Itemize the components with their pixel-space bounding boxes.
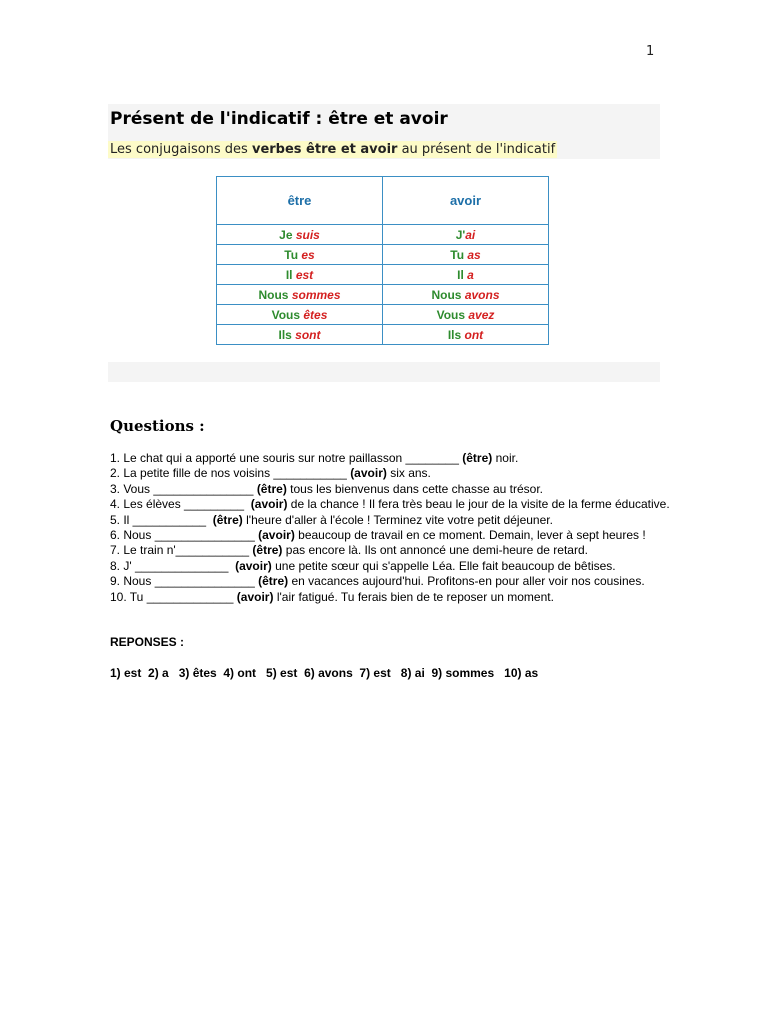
subtitle-post: au présent de l'indicatif <box>397 142 556 157</box>
question-text: 4. Les élèves _________ <box>110 497 251 512</box>
cell-etre <box>217 245 383 265</box>
question-text-end: six ans. <box>386 466 431 481</box>
question-item <box>110 482 670 497</box>
question-item <box>110 451 670 466</box>
verb-form: es <box>301 247 315 262</box>
question-verb-hint: (avoir) <box>236 589 274 604</box>
question-text-end: pas encore là. Ils ont annoncé une demi-heure de retard. <box>282 543 588 558</box>
column-header-avoir: avoir <box>383 177 549 225</box>
table-row <box>217 325 549 345</box>
cell-etre <box>217 285 383 305</box>
subtitle-pre: Les conjugaisons des <box>110 142 252 157</box>
cell-avoir <box>383 225 549 245</box>
question-item <box>110 543 670 558</box>
pronoun: Ils <box>278 327 292 342</box>
cell-avoir <box>383 265 549 285</box>
verb-form: êtes <box>303 307 328 322</box>
cell-avoir <box>383 325 549 345</box>
question-text: 7. Le train n'___________ <box>110 543 253 558</box>
question-item <box>110 466 670 481</box>
pronoun: Vous <box>436 307 466 322</box>
question-text-end: en vacances aujourd'hui. Profitons-en pour aller voir nos cousines. <box>288 574 645 589</box>
table-row <box>217 305 549 325</box>
question-text-end: tous les bienvenus dans cette chasse au trésor. <box>286 481 543 496</box>
table-row <box>217 225 549 245</box>
table-row <box>217 285 549 305</box>
verb-form: avez <box>468 307 495 322</box>
table-body <box>217 225 549 345</box>
cell-avoir <box>383 285 549 305</box>
pronoun: Je <box>279 227 293 242</box>
question-text: 5. Il ___________ <box>110 512 213 527</box>
verb-form: suis <box>295 227 320 242</box>
pronoun: Nous <box>258 287 289 302</box>
cell-etre <box>217 305 383 325</box>
verb-form: avons <box>464 287 500 302</box>
pronoun: Tu <box>284 247 299 262</box>
pronoun: Tu <box>450 247 465 262</box>
page-subtitle <box>108 141 557 158</box>
question-verb-hint: (avoir) <box>235 558 272 573</box>
conjugation-table <box>216 176 549 345</box>
question-verb-hint: (être) <box>256 481 287 496</box>
question-verb-hint: (avoir) <box>250 497 288 512</box>
question-text: 9. Nous _______________ <box>110 574 259 589</box>
question-verb-hint: (être) <box>462 451 493 465</box>
question-text-end: une petite sœur qui s'appelle Léa. Elle fait beaucoup de bêtises. <box>271 558 616 573</box>
question-item <box>110 590 670 605</box>
question-text-end: l'heure d'aller à l'école ! Terminez vite votre petit déjeuner. <box>242 512 553 527</box>
questions-title: Questions : <box>110 417 205 435</box>
question-item <box>110 497 670 512</box>
verb-form: as <box>467 247 481 262</box>
verb-form: ont <box>464 327 484 342</box>
question-text-end: de la chance ! Il fera très beau le jour de la visite de la ferme éducative. <box>287 497 670 512</box>
subtitle-bold: verbes être et avoir <box>251 142 398 157</box>
cell-etre <box>217 325 383 345</box>
pronoun: Vous <box>271 307 301 322</box>
cell-etre <box>217 265 383 285</box>
pronoun: Nous <box>431 287 462 302</box>
gray-separator-bar <box>108 362 660 382</box>
question-text-end: beaucoup de travail en ce moment. Demain, lever à sept heures ! <box>294 528 646 543</box>
question-text: 10. Tu _____________ <box>110 589 237 604</box>
question-verb-hint: (avoir) <box>350 466 387 481</box>
questions-list <box>110 451 670 605</box>
table-row <box>217 265 549 285</box>
question-verb-hint: (être) <box>252 543 283 558</box>
page-number: 1 <box>646 44 655 59</box>
question-verb-hint: (être) <box>258 574 289 589</box>
verb-form: ai <box>465 227 476 242</box>
question-item <box>110 574 670 589</box>
question-verb-hint: (avoir) <box>258 528 295 543</box>
question-item <box>110 559 670 574</box>
table-header-row <box>217 177 549 225</box>
cell-etre <box>217 225 383 245</box>
table-row <box>217 245 549 265</box>
pronoun: Il <box>285 267 293 282</box>
question-item <box>110 528 670 543</box>
cell-avoir <box>383 245 549 265</box>
question-text: 1. Le chat qui a apporté une souris sur notre paillasson ________ <box>110 451 463 465</box>
verb-form: sommes <box>291 287 341 302</box>
page-title: Présent de l'indicatif : être et avoir <box>110 109 448 129</box>
question-text: 2. La petite fille de nos voisins ___________ <box>110 466 351 481</box>
column-header-etre: être <box>217 177 383 225</box>
pronoun: Ils <box>447 327 462 342</box>
verb-form: sont <box>295 327 321 342</box>
question-item <box>110 513 670 528</box>
pronoun: J' <box>455 227 466 242</box>
question-text: 6. Nous _______________ <box>110 528 259 543</box>
pronoun: Il <box>457 267 464 282</box>
responses-title: REPONSES : <box>110 635 185 649</box>
cell-avoir <box>383 305 549 325</box>
verb-form: a <box>467 267 474 282</box>
question-text-end: l'air fatigué. Tu ferais bien de te reposer un moment. <box>273 589 554 604</box>
verb-form: est <box>295 267 314 282</box>
question-text: 3. Vous _______________ <box>110 481 257 496</box>
question-text: 8. J' ______________ <box>110 558 236 573</box>
question-text-end: noir. <box>492 451 519 465</box>
responses-answers: 1) est 2) a 3) êtes 4) ont 5) est 6) avons 7) est 8) ai 9) sommes 10) as <box>110 666 539 680</box>
header-block <box>108 104 660 159</box>
question-verb-hint: (être) <box>212 512 243 527</box>
